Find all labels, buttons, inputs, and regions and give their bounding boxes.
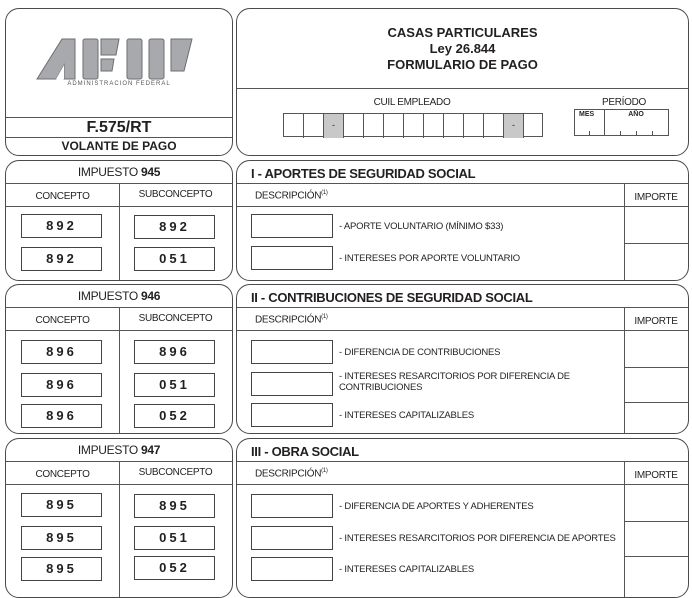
descripcion-header: DESCRIPCIÓN$^{(1)}$ bbox=[255, 190, 328, 202]
descripcion-input[interactable] bbox=[251, 372, 333, 396]
concepto-code: 896 bbox=[21, 404, 102, 428]
cuil-input[interactable] bbox=[283, 113, 543, 137]
importe-input[interactable] bbox=[625, 403, 688, 433]
subconcepto-header: SUBCONCEPTO bbox=[138, 313, 213, 324]
concepto-code: 892 bbox=[21, 214, 102, 238]
descripcion-text: - DIFERENCIA DE CONTRIBUCIONES bbox=[339, 347, 501, 358]
concepto-code: 896 bbox=[21, 373, 102, 397]
subconcepto-code: 896 bbox=[134, 340, 215, 364]
impuesto-946-panel bbox=[5, 284, 233, 434]
section-title: II - CONTRIBUCIONES DE SEGURIDAD SOCIAL bbox=[251, 290, 533, 305]
subconcepto-code: 052 bbox=[134, 556, 215, 580]
descripcion-text: - INTERESES CAPITALIZABLES bbox=[339, 410, 475, 421]
subconcepto-code: 895 bbox=[134, 494, 215, 518]
impuesto-945-panel bbox=[5, 160, 233, 281]
concepto-code: 895 bbox=[21, 526, 102, 550]
logo-subtitle: ADMINISTRACION FEDERAL bbox=[67, 81, 171, 87]
descripcion-input[interactable] bbox=[251, 526, 333, 550]
descripcion-input[interactable] bbox=[251, 494, 333, 518]
cuil-label: CUIL EMPLEADO bbox=[373, 97, 451, 108]
afip-logo bbox=[34, 31, 204, 81]
cuil-separator: - bbox=[504, 114, 524, 138]
title-line-1: CASAS PARTICULARES bbox=[387, 25, 538, 40]
obra-social-panel bbox=[236, 438, 689, 598]
importe-header: IMPORTE bbox=[634, 316, 678, 327]
mes-label: MES bbox=[579, 111, 595, 118]
importe-input[interactable] bbox=[625, 522, 688, 556]
importe-input[interactable] bbox=[625, 485, 688, 521]
descripcion-text: - INTERESES RESARCITORIOS POR DIFERENCIA DE APORTES bbox=[339, 533, 616, 544]
descripcion-input[interactable] bbox=[251, 246, 333, 270]
concepto-code: 896 bbox=[21, 340, 102, 364]
importe-input[interactable] bbox=[625, 331, 688, 367]
concepto-code: 895 bbox=[21, 493, 102, 517]
subconcepto-code: 052 bbox=[134, 404, 215, 428]
subconcepto-header: SUBCONCEPTO bbox=[138, 467, 213, 478]
subconcepto-code: 051 bbox=[134, 373, 215, 397]
title-line-3: FORMULARIO DE PAGO bbox=[387, 57, 538, 72]
subconcepto-header: SUBCONCEPTO bbox=[138, 189, 213, 200]
impuesto-title: IMPUESTO 946 bbox=[77, 289, 161, 303]
concepto-code: 892 bbox=[21, 247, 102, 271]
descripcion-text: - INTERESES CAPITALIZABLES bbox=[339, 564, 475, 575]
importe-input[interactable] bbox=[625, 368, 688, 402]
importe-header: IMPORTE bbox=[634, 192, 678, 203]
form-name: VOLANTE DE PAGO bbox=[61, 139, 177, 153]
importe-input[interactable] bbox=[625, 557, 688, 597]
descripcion-text: - DIFERENCIA DE APORTES Y ADHERENTES bbox=[339, 501, 534, 512]
aportes-panel bbox=[236, 160, 689, 281]
descripcion-text: - INTERESES POR APORTE VOLUNTARIO bbox=[339, 253, 520, 264]
importe-input[interactable] bbox=[625, 207, 688, 243]
descripcion-input[interactable] bbox=[251, 340, 333, 364]
section-title: I - APORTES DE SEGURIDAD SOCIAL bbox=[251, 166, 476, 181]
impuesto-title: IMPUESTO 947 bbox=[77, 443, 161, 457]
descripcion-input[interactable] bbox=[251, 557, 333, 581]
logo-panel bbox=[5, 8, 233, 156]
cuil-separator: - bbox=[324, 114, 344, 138]
concepto-code: 895 bbox=[21, 557, 102, 581]
form-code: F.575/RT bbox=[86, 119, 152, 136]
subconcepto-code: 892 bbox=[134, 215, 215, 239]
descripcion-header: DESCRIPCIÓN$^{(1)}$ bbox=[255, 468, 328, 480]
section-title: III - OBRA SOCIAL bbox=[251, 444, 359, 459]
title-line-2: Ley 26.844 bbox=[429, 41, 496, 56]
concepto-header: CONCEPTO bbox=[35, 191, 90, 202]
concepto-header: CONCEPTO bbox=[35, 315, 90, 326]
concepto-header: CONCEPTO bbox=[35, 469, 90, 480]
title-panel bbox=[236, 8, 689, 156]
descripcion-text: - INTERESES RESARCITORIOS POR DIFERENCIA DE CONTRIBUCIONES bbox=[339, 371, 570, 393]
anio-label: AÑO bbox=[628, 111, 644, 118]
contribuciones-panel bbox=[236, 284, 689, 434]
periodo-input[interactable] bbox=[574, 109, 669, 136]
subconcepto-code: 051 bbox=[134, 526, 215, 550]
descripcion-input[interactable] bbox=[251, 214, 333, 238]
descripcion-header: DESCRIPCIÓN$^{(1)}$ bbox=[255, 314, 328, 326]
impuesto-title: IMPUESTO 945 bbox=[77, 165, 161, 179]
descripcion-input[interactable] bbox=[251, 403, 333, 427]
periodo-label: PERÍODO bbox=[601, 97, 647, 108]
subconcepto-code: 051 bbox=[134, 247, 215, 271]
descripcion-text: - APORTE VOLUNTARIO (MÍNIMO $33) bbox=[339, 221, 504, 232]
importe-input[interactable] bbox=[625, 244, 688, 280]
importe-header: IMPORTE bbox=[634, 470, 678, 481]
impuesto-947-panel bbox=[5, 438, 233, 598]
